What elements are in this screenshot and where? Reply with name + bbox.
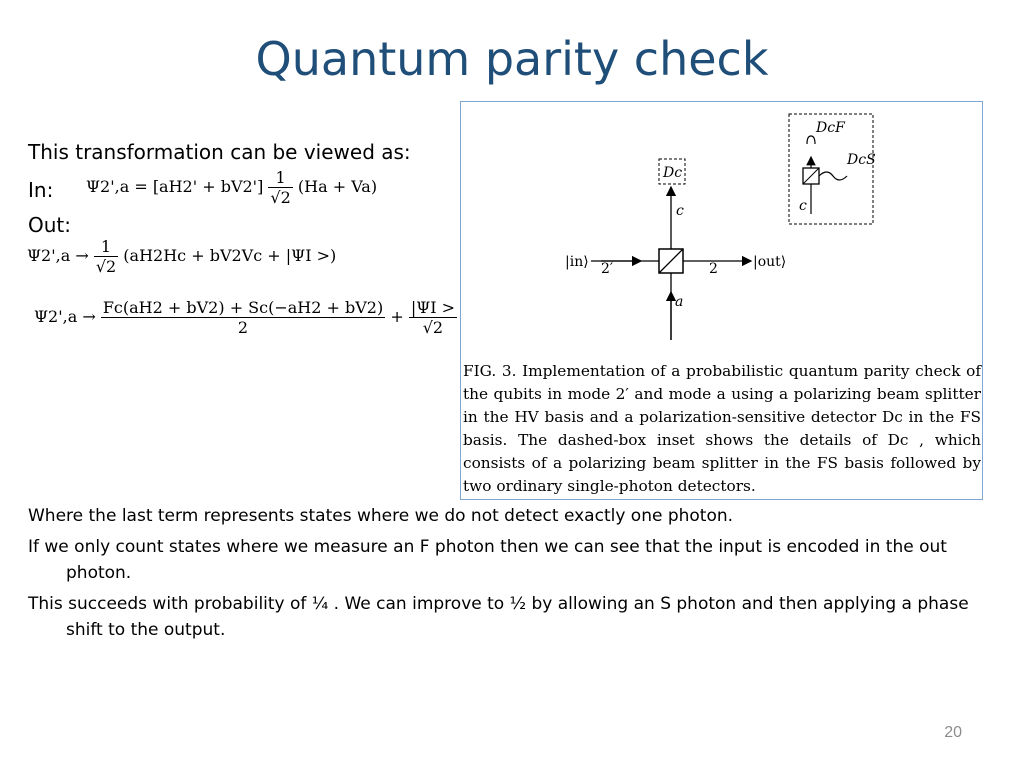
in-eq-fraction (268, 168, 292, 207)
in-equation (86, 168, 377, 207)
figure-caption: FIG. 3. Implementation of a probabilistic quantum parity check of the qubits in mode 2′ and mode a using a polarizing beam splitter in the HV basis and a polarization-sensitive detector Dc in the FS basis. The dashed-box inset shows the details of Dc , which consists of a polarizing beam splitter in the FS basis followed by two ordinary single-photon detectors. (463, 362, 981, 495)
intro-text: This transformation can be viewed as: (28, 140, 411, 164)
out-port-label: |out⟩ (753, 254, 787, 270)
out-eq2-lhs: Ψ2',a → (34, 307, 96, 326)
in-eq-num: 1 (268, 168, 292, 188)
in-label: In: (28, 178, 54, 202)
body-text (28, 503, 993, 648)
in-eq-den: √2 (270, 188, 291, 207)
out-eq1-rhs: (aH2Hc + bV2Vc + |ΨI >) (123, 246, 337, 265)
bullet-3: This succeeds with probability of ¼ . We can improve to ½ by allowing an S photon and then applying a phase shift to the output. (28, 594, 969, 640)
out-eq2-den: 2 (237, 318, 249, 337)
out-eq2-num2: |ΨI > (410, 298, 456, 317)
mode-c-label: c (676, 203, 684, 219)
dc-label: Dc (663, 165, 683, 181)
mode-a-label: a (675, 294, 684, 310)
bullet-1: Where the last term represents states where we do not detect exactly one photon. (28, 506, 734, 526)
out-equation-2 (34, 298, 457, 337)
bullet-2: If we only count states where we measure an F photon then we can see that the input is encoded in the out photon. (28, 537, 947, 583)
page-number: 20 (944, 724, 962, 741)
inset-c-label: c (799, 198, 807, 214)
slide-title: Quantum parity check (255, 32, 769, 86)
inset-f-detector (807, 136, 815, 144)
df-label: DcF (816, 120, 845, 136)
out-eq2-num: Fc(aH2 + bV2) + Sc(−aH2 + bV2) (102, 298, 384, 317)
parity-check-diagram (461, 102, 982, 357)
out-eq2-plus: + (390, 307, 404, 326)
in-eq-lhs: Ψ2',a = [aH2' + bV2'] (86, 177, 264, 196)
out-eq2-den2: √2 (422, 318, 444, 337)
out-eq1-den: √2 (95, 257, 117, 276)
out-eq1-fraction (94, 237, 118, 276)
mode-2-label: 2 (709, 261, 718, 277)
out-eq1-lhs: Ψ2',a → (27, 246, 89, 265)
ds-label: DcS (847, 152, 876, 168)
figure-panel (460, 101, 983, 500)
in-eq-rhs: (Ha + Va) (297, 177, 378, 196)
in-port-label: |in⟩ (565, 254, 589, 270)
out-label: Out: (28, 213, 71, 237)
out-equation-1 (27, 237, 336, 276)
out-eq1-num: 1 (94, 237, 118, 257)
out-eq2-fraction (101, 298, 385, 337)
mode-2prime-label: 2′ (601, 261, 614, 277)
inset-s-path (819, 172, 847, 180)
out-eq2-fraction-2 (409, 298, 457, 337)
